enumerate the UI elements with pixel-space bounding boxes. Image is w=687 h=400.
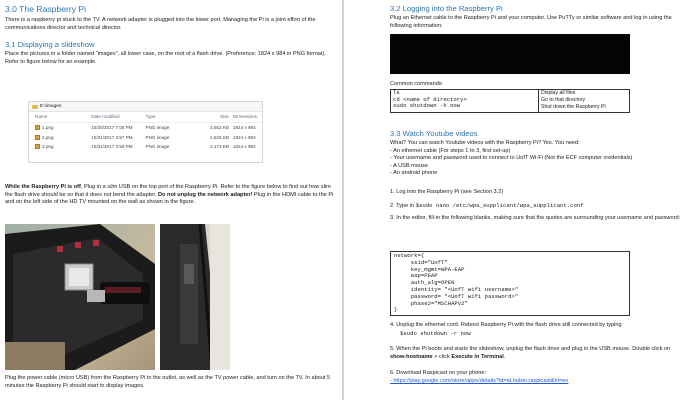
common-commands-label: Common commands:: [390, 81, 444, 87]
step-1: 1. Log into the Raspberry Pi (see Section 3.2): [390, 188, 504, 195]
raspicast-link[interactable]: [390, 378, 682, 386]
config-line: ssid="UofT": [394, 258, 448, 266]
raspicast-link-text[interactable]: - https://play.google.com/store/apps/details?id=at.huber.raspicast&hl=en: [390, 377, 569, 384]
text-span: , Plug in a: [80, 184, 108, 190]
file-row: [29, 133, 262, 143]
step-5: [390, 346, 682, 361]
step-2: [390, 202, 682, 211]
text-span: USB on the top port of the Raspberry Pi. Refer to the figure below to find out how slim the flash drive should be so that it does not bend the adapter.: [5, 184, 331, 198]
command-shutdown: sudo shutdown -h now: [393, 102, 461, 110]
file-size: 2,528 KB: [210, 134, 229, 140]
col-type: Type: [145, 114, 156, 119]
slideshow-paragraph: Place the pictures in a folder named “images”, all lower case, on the root of a flash drive. (Preference: 1824 x 984 in PNG format). Refer to figure below for an example.: [5, 51, 326, 65]
file-type: PNG image: [145, 125, 170, 130]
step-4: 4. Unplug the ethernet cord. Reboot Raspberry Pi with the flash drive still connected by typing: [390, 322, 622, 328]
file-date: 10/31/2017 3:59 PM: [91, 144, 133, 150]
text-span: 5. When the Pi boots and starts the slideshow, unplug the flash drive and plug in the USB mouse. Double click on: [390, 346, 671, 353]
step-2-prefix: 2. Type in: [390, 202, 416, 209]
need-item: - An android phone: [390, 170, 438, 177]
table-row: [391, 90, 630, 113]
italic-text: slim: [107, 184, 118, 190]
tv-mount-photo: [160, 224, 230, 370]
file-size: 2,173 KB: [210, 144, 229, 150]
bold-warning: Do not unplug the network adapter!: [158, 191, 253, 198]
section-heading-login: 3.2 Logging into the Raspberry Pi: [390, 4, 503, 13]
col-size: Size: [219, 114, 229, 119]
bold-text: While the Raspberry Pi is off: [5, 184, 81, 190]
file-date: 10/31/2017 3:57 PM: [91, 134, 133, 140]
col-dimensions: Dimensions: [232, 114, 257, 119]
config-line: key_mgmt=WPA-EAP: [394, 265, 465, 273]
config-line: identity= "<UofT wifi username>": [394, 285, 519, 293]
file-explorer-figure: [28, 101, 263, 163]
desc-shutdown: Shut down the Raspberry Pi: [541, 104, 606, 111]
desc-cd: Go to that directory: [541, 97, 586, 104]
youtube-section: [390, 129, 682, 223]
redacted-credentials-block: [390, 34, 630, 74]
file-row: [29, 142, 262, 152]
explorer-path: E:\images: [40, 103, 62, 109]
section-heading-youtube: 3.3 Watch Youtube videos: [390, 129, 478, 138]
need-item: - A USB mouse: [390, 162, 428, 169]
commands-table: [390, 89, 630, 113]
file-type: PNG image: [145, 144, 170, 150]
commands-cell: [391, 90, 539, 113]
step-4-command: $sudo shutdown -r now: [390, 329, 471, 337]
command-ls: ls: [393, 89, 400, 96]
file-row: [29, 123, 262, 133]
image-file-icon: [35, 144, 40, 149]
step-2-command: $sudo nano /etc/wpa_supplicant/wpa_supplicant.conf: [415, 201, 584, 209]
network-config-box: [390, 251, 630, 316]
file-dimensions: 1824 x 984: [232, 144, 256, 150]
file-dimensions: 1824 x 984: [232, 134, 256, 140]
need-item: - An ethernet cable (For steps 1 to 3, first set-up): [390, 147, 511, 154]
step-3: 3. In the editor, fill-in the following blanks, making sure that the quotes are surrounding your username and password:: [390, 215, 681, 222]
steps-continued: [390, 322, 682, 386]
power-paragraph: Plug the power cable (micro USB) from the Raspberry Pi to the outlet, as well as the TV power cable, and turn on the TV. In about 5 minutes the Raspberry Pi should start to display images.: [5, 375, 331, 389]
login-paragraph: Plug an Ethernet cable to the Raspberry Pi and your computer. Use PuTTy or similar software and log in using the following information:: [390, 15, 672, 29]
text-span: .: [503, 353, 506, 360]
raspberry-pi-photo: [5, 224, 155, 370]
file-name: 3.png: [42, 144, 54, 150]
step-6: 6. Download Raspicast on your phone:: [390, 370, 487, 377]
section-heading-slideshow: 3.1 Displaying a slideshow: [5, 40, 95, 50]
file-name: 2.png: [42, 134, 54, 140]
command-cd: cd <name of directory>: [393, 95, 467, 103]
config-line: network={: [394, 252, 425, 259]
desc-ls: Display all files: [541, 90, 576, 96]
usb-instructions-paragraph: [5, 184, 335, 207]
youtube-question: What? You can watch Youtube videos with the Raspberry Pi? Yes. You need:: [390, 140, 580, 146]
col-name: Name: [35, 114, 48, 119]
text-span: Plug in the HDMI cable to the Pi and on the left side of the HD TV mounted on the wall as shown in the figure.: [5, 191, 334, 206]
need-item: - Your username and password used to connect to UofT Wi-Fi (Not the ECF computer credentials): [390, 155, 633, 162]
intro-paragraph: There is a raspberry pi stuck to the TV. A network adapter is plugged into the lower port. Managing the Pi is a joint effort of the communications director and technical director.: [5, 17, 316, 31]
file-dimensions: 1824 x 984: [232, 125, 256, 130]
file-date: 10/25/2017 7:05 PM: [91, 125, 133, 130]
config-line: phase2="MSCHAPV2": [394, 299, 468, 307]
image-file-icon: [35, 125, 40, 130]
file-size: 3,563 KB: [210, 125, 229, 130]
image-file-icon: [35, 135, 40, 140]
explorer-header-row: [29, 112, 262, 123]
descriptions-cell: [539, 90, 630, 113]
explorer-path-bar: [29, 102, 262, 112]
bold-text: Execute in Terminal: [451, 353, 504, 360]
config-line: eap=PEAP: [394, 272, 438, 280]
bold-text: show-hostname: [390, 353, 433, 360]
text-span: > click: [432, 353, 452, 360]
col-date: Date modified: [91, 114, 120, 119]
section-title-raspberry-pi: 3.0 The Raspberry Pi: [5, 4, 87, 14]
config-line: auth_alg=OPEN: [394, 279, 455, 287]
config-line: }: [394, 306, 398, 314]
file-name: 1.png: [42, 125, 54, 130]
folder-icon: [32, 105, 38, 109]
file-type: PNG image: [145, 134, 170, 140]
config-line: password= "<UofT wifi password>": [394, 292, 519, 300]
